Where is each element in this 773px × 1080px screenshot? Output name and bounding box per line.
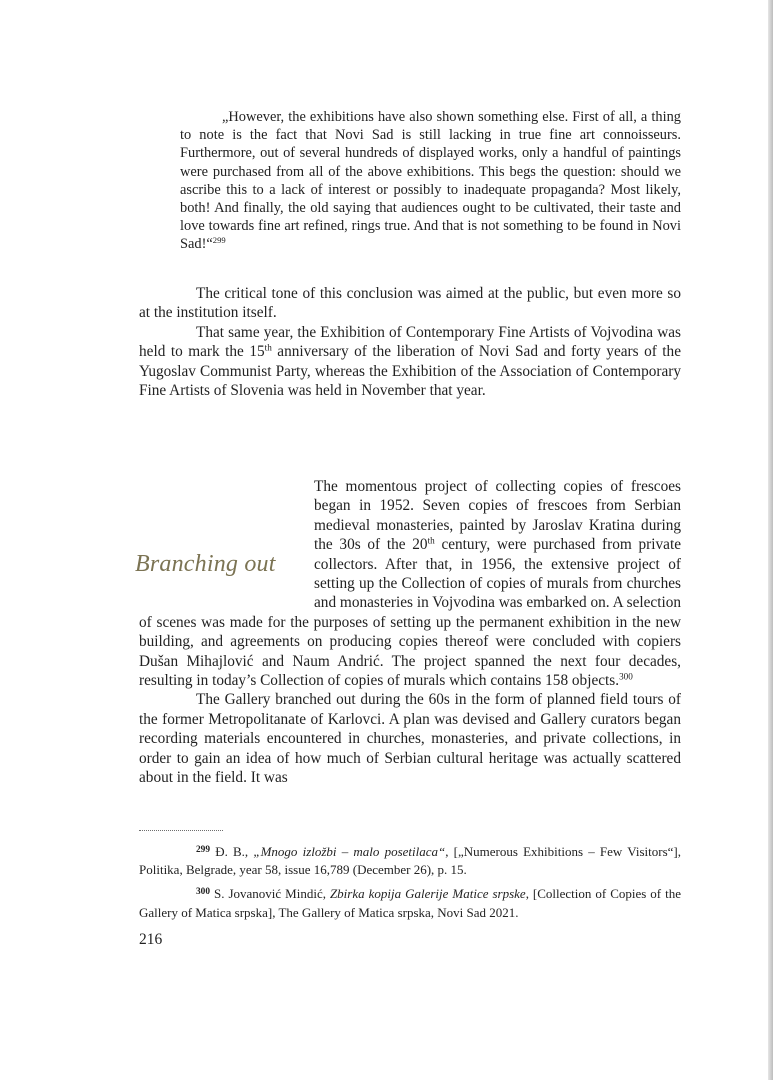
heading-gutter [139, 535, 314, 612]
ordinal-suffix: th [427, 535, 435, 546]
paragraph [139, 690, 681, 787]
paragraph [139, 323, 681, 401]
footnote-text: , [„Numerous Exhibitions – Few Visitors“], Politika, Belgrade, year 58, issue 16,789 (December 26), p. 15. [139, 844, 681, 878]
footnote-text: Đ. B., [210, 844, 254, 859]
footnote-ref-299: 299 [212, 235, 226, 246]
paragraph-text: anniversary of the liberation of Novi Sad and forty years of the Yugoslav Communist Party, whereas the Exhibition of the Association of Contemporary Fine Artists of Slovenia was held in November that year. [139, 343, 681, 400]
footnote-text: , [Collection of Copies of the Gallery of Matica srpska], The Gallery of Matica srpska, Novi Sad 2021. [139, 886, 681, 920]
paragraph-text: century, were purchased from private collectors. After that, in 1956, the extensive project of setting up the Collection of copies of murals from churches and monasteries in Vojvodina was embarked on. A selection of scenes was made for the purposes of setting up the permanent exhibition in the new building, and agreements on producing copies thereof were concluded with copiers Dušan Mihajlović and Naum Andrić. The project spanned the next four decades, resulting in today’s Collection of copies of murals which contains 158 objects. [139, 536, 681, 690]
footnote-title: „Mnogo izložbi – malo posetilaca“ [253, 844, 446, 859]
page-number: 216 [139, 931, 163, 948]
paragraph [139, 284, 681, 323]
footnote [139, 885, 681, 921]
paragraph-text: That same year, the Exhibition of Contemporary Fine Artists of Vojvodina was held to mark the 15 [139, 323, 681, 361]
section-paragraphs-1 [139, 284, 681, 400]
paragraph-text: The Gallery branched out during the 60s in the form of planned field tours of the former Metropolitanate of Karlovci. A plan was devised and Gallery curators began recording materials encountered in churches, monasteries, and private collections, in order to gain an idea of how much of Serbian cultural heritage was actually scattered about in the field. It was [139, 691, 681, 787]
footnote-divider [139, 830, 223, 831]
block-quote [180, 108, 681, 254]
section-heading: Branching out [135, 551, 276, 577]
footnote-ref-300: 300 [619, 671, 633, 682]
footnote-number: 300 [196, 887, 211, 898]
paragraph-text: The critical tone of this conclusion was aimed at the public, but even more so at the institution itself. [139, 285, 681, 322]
section-paragraphs-2 [139, 477, 681, 788]
page-edge [768, 0, 773, 1080]
footnote-number: 299 [196, 844, 211, 855]
footnote [139, 843, 681, 879]
footnote-title: Zbirka kopija Galerije Matice srpske [329, 886, 526, 902]
ordinal-suffix: th [264, 342, 272, 353]
paragraph-text: The momentous project of collecting copies of frescoes began in 1952. Seven copies of frescoes from Serbian medieval monasteries, painted by Jaroslav Kratina during the 30s of the 20 [314, 478, 681, 554]
paragraph [139, 477, 681, 690]
footnotes [139, 843, 681, 928]
quote-text: „However, the exhibitions have also shown something else. First of all, a thing to note is the fact that Novi Sad is still lacking in true fine art connoisseurs. Furthermore, out of several hundreds of displayed works, only a handful of paintings were purchased from all of the above exhibitions. This begs the question: should we ascribe this to a lack of interest or possibly to inadequate propaganda? Most likely, both! And finally, the old saying that audiences ought to be cultivated, their taste and love towards fine art refined, rings true. And that is not something to be found in Novi Sad!“ [180, 109, 681, 253]
footnote-text: S. Jovanović Mindić, [210, 886, 330, 902]
